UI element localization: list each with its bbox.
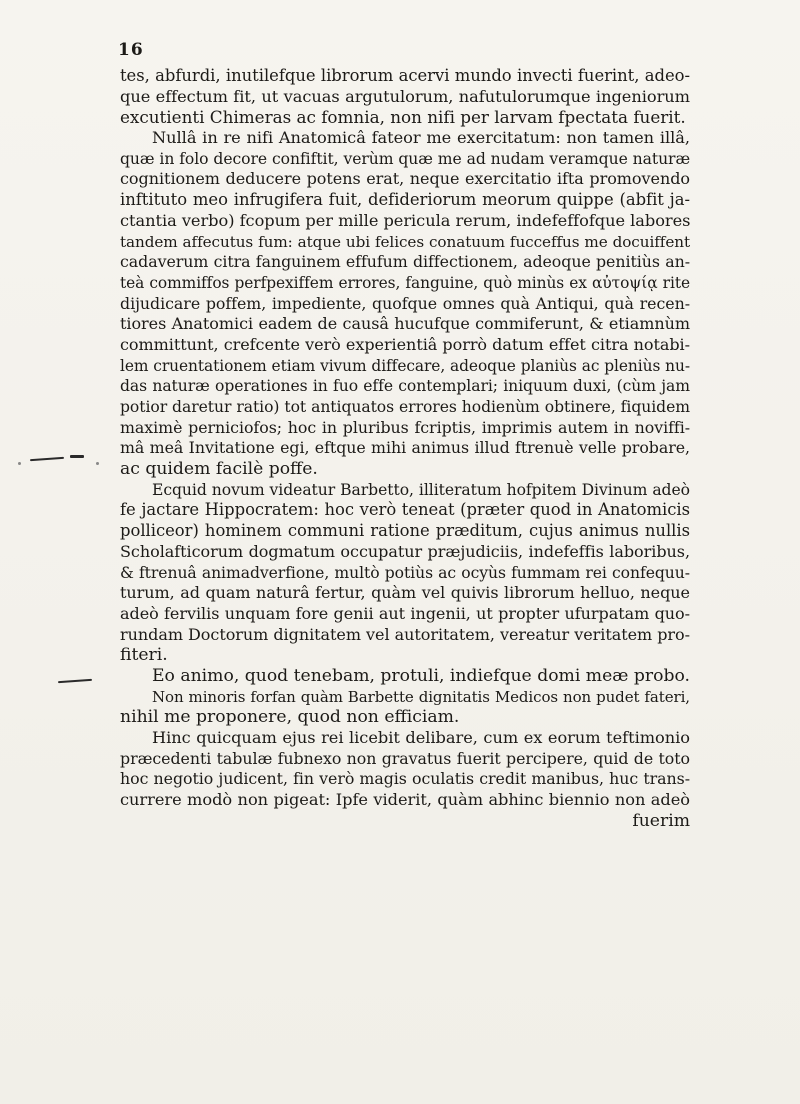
text-line: das naturæ operationes in fuo effe contemplari; iniquum duxi, (cùm jam (120, 377, 690, 396)
text-line: Eo animo, quod tenebam, protuli, indiefque domi meæ probo. (152, 665, 690, 686)
body-text (120, 66, 690, 831)
text-line: polliceor) hominem communi ratione præditum, cujus animus nullis (120, 521, 690, 541)
text-line: quæ in folo decore confiftit, verùm quæ me ad nudam veramque naturæ (120, 149, 691, 168)
page-number: 16 (118, 40, 144, 60)
ink-speck (96, 462, 99, 465)
text-line: dijudicare poffem, impediente, quofque omnes quà Antiqui, quà recen- (120, 293, 690, 313)
text-line: inftituto meo infrugifera fuit, defideriorum meorum quippe (abfit ja- (120, 190, 690, 210)
text-line: hoc negotio judicent, fin verò magis oculatis credit manibus, huc trans- (120, 769, 690, 789)
text-line: ctantia verbo) fcopum per mille pericula rerum, indefeffofque labores (120, 210, 691, 230)
text-line: fuerim (632, 810, 690, 831)
ink-speck (18, 462, 21, 465)
text-line: Ecquid novum videatur Barbetto, illiteratum hofpitem Divinum adeò (152, 480, 690, 499)
margin-pen-mark (70, 455, 84, 458)
text-line: fiteri. (120, 645, 168, 666)
text-line: rundam Doctorum dignitatem vel autoritatem, vereatur veritatem pro- (120, 624, 690, 644)
text-line: Hinc quicquam ejus rei licebit delibare, cum ex eorum teftimonio (152, 728, 690, 747)
text-line: Scholafticorum dogmatum occupatur præjudiciis, indefeffis laboribus, (120, 541, 690, 561)
text-line: Nullâ in re nifi Anatomicâ fateor me exercitatum: non tamen illâ, (152, 128, 690, 148)
text-line: nihil me proponere, quod non efficiam. (120, 707, 460, 728)
text-line: maximè perniciofos; hoc in pluribus fcriptis, imprimis autem in noviffi- (120, 417, 690, 437)
text-line: præcedenti tabulæ fubnexo non gravatus fuerit percipere, quid de toto (120, 748, 690, 768)
text-line: tandem affecutus fum: atque ubi felices conatuum fucceffus me docuiffent (120, 232, 690, 251)
text-line: committunt, crefcente verò experientiâ porrò datum effet citra notabi- (120, 334, 690, 354)
text-line: Non minoris forfan quàm Barbette dignitatis Medicos non pudet fateri, (152, 687, 690, 706)
margin-pen-mark (30, 457, 64, 461)
text-line: tes, abfurdi, inutilefque librorum acervi mundo invecti fuerint, adeo- (120, 66, 690, 85)
text-line: tiores Anatomici eadem de causâ hucufque commiferunt, & etiamnùm (120, 314, 690, 334)
text-line: potior daretur ratio) tot antiquatos errores hodienùm obtinere, fiquidem (120, 398, 690, 416)
text-line: excutienti Chimeras ac fomnia, non nifi per larvam fpectata fuerit. (120, 107, 686, 128)
text-line: currere modò non pigeat: Ipfe viderit, quàm abhinc biennio non adeò (120, 790, 690, 810)
text-line: teà commiffos perfpexiffem errores, fanguine, quò minùs ex αὐτοψίᾳ rite (120, 273, 690, 292)
text-line: adeò fervilis unquam fore genii aut ingenii, ut propter ufurpatam quo- (120, 603, 690, 623)
text-line: fe jactare Hippocratem: hoc verò teneat (præter quod in Anatomicis (120, 500, 690, 520)
text-line: turum, ad quam naturâ fertur, quàm vel quivis librorum helluo, neque (120, 583, 690, 603)
text-line: lem cruentationem etiam vivum diffecare, adeoque planiùs ac pleniùs nu- (120, 356, 690, 375)
text-line: que effectum fit, ut vacuas argutulorum, nafutulorumque ingeniorum (120, 86, 690, 106)
text-line: mâ meâ Invitatione egi, eftque mihi animus illud ftrenuè velle probare, (120, 438, 690, 458)
text-line: & ftrenuâ animadverfione, multò potiùs ac ocyùs fummam rei confequu- (120, 563, 690, 582)
text-line: cognitionem deducere potens erat, neque exercitatio ifta promovendo (120, 169, 690, 189)
margin-pen-mark (58, 679, 92, 683)
text-line: cadaverum citra fanguinem effufum diffectionem, adeoque penitiùs an- (120, 252, 690, 272)
text-line: ac quidem facilè poffe. (120, 459, 318, 480)
